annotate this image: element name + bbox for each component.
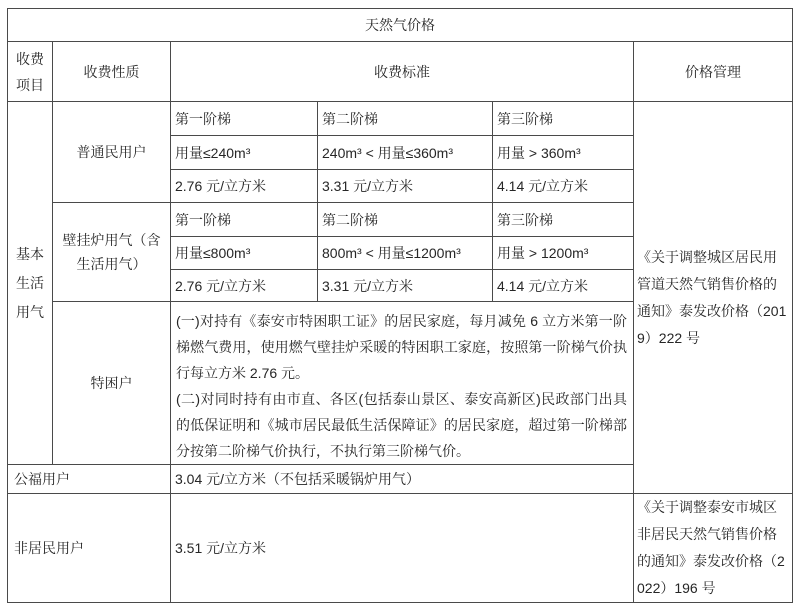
column-header-fee-item: 收费项目 [8,42,53,102]
ordinary-tier1-label: 第一阶梯 [171,102,318,136]
ordinary-tier3-label: 第三阶梯 [493,102,634,136]
boiler-tier3-usage: 用量 > 1200m³ [493,237,634,270]
boiler-tier1-price: 2.76 元/立方米 [171,270,318,302]
boiler-tier3-label: 第三阶梯 [493,203,634,237]
group-non-resident: 非居民用户 [8,494,171,603]
ordinary-tier3-price: 4.14 元/立方米 [493,170,634,203]
boiler-tier2-usage: 800m³ < 用量≤1200m³ [318,237,493,270]
boiler-tier2-price: 3.31 元/立方米 [318,270,493,302]
public-welfare-price: 3.04 元/立方米（不包括采暖锅炉用气） [171,465,634,494]
table-row-title [8,9,793,42]
group-boiler-gas: 壁挂炉用气（含生活用气） [53,203,171,302]
column-header-fee-nature: 收费性质 [53,42,171,102]
group-public-welfare: 公福用户 [8,465,171,494]
management-doc-non-resident: 《关于调整泰安市城区非居民天然气销售价格的通知》泰发改价格（2022）196 号 [634,494,793,603]
hardship-policy-paragraph-2: (二)对同时持有由市直、各区(包括泰山景区、泰安高新区)民政部门出具的低保证明和《城市居民最低生活保障证》的居民家庭，超过第一阶梯部分按第二阶梯气价执行，不执行第三阶梯气价。 [176,391,627,459]
ordinary-tier1-price: 2.76 元/立方米 [171,170,318,203]
table-row-header [8,42,793,102]
hardship-policy-paragraph-1: (一)对持有《泰安市特困职工证》的居民家庭，每月减免 6 立方米第一阶梯燃气费用，使用燃气壁挂炉采暖的特困职工家庭，按照第一阶梯气价执行每立方米 2.76 元。 [176,313,627,381]
ordinary-tier3-usage: 用量 > 360m³ [493,136,634,170]
ordinary-tier2-label: 第二阶梯 [318,102,493,136]
ordinary-tier2-usage: 240m³ < 用量≤360m³ [318,136,493,170]
boiler-tier1-label: 第一阶梯 [171,203,318,237]
boiler-tier1-usage: 用量≤800m³ [171,237,318,270]
group-ordinary-residential: 普通民用户 [53,102,171,203]
table-title: 天然气价格 [8,9,793,42]
table-row [8,494,793,603]
boiler-tier2-label: 第二阶梯 [318,203,493,237]
category-basic-living-gas: 基本生活用气 [8,102,53,465]
column-header-fee-standard: 收费标准 [171,42,634,102]
non-resident-price: 3.51 元/立方米 [171,494,634,603]
column-header-price-management: 价格管理 [634,42,793,102]
ordinary-tier1-usage: 用量≤240m³ [171,136,318,170]
group-hardship-household: 特困户 [53,302,171,465]
management-doc-residential: 《关于调整城区居民用管道天然气销售价格的通知》泰发改价格（2019）222 号 [634,102,793,494]
hardship-policy-text [171,302,634,465]
gas-price-table [7,8,793,603]
table-row [8,102,793,136]
ordinary-tier2-price: 3.31 元/立方米 [318,170,493,203]
boiler-tier3-price: 4.14 元/立方米 [493,270,634,302]
